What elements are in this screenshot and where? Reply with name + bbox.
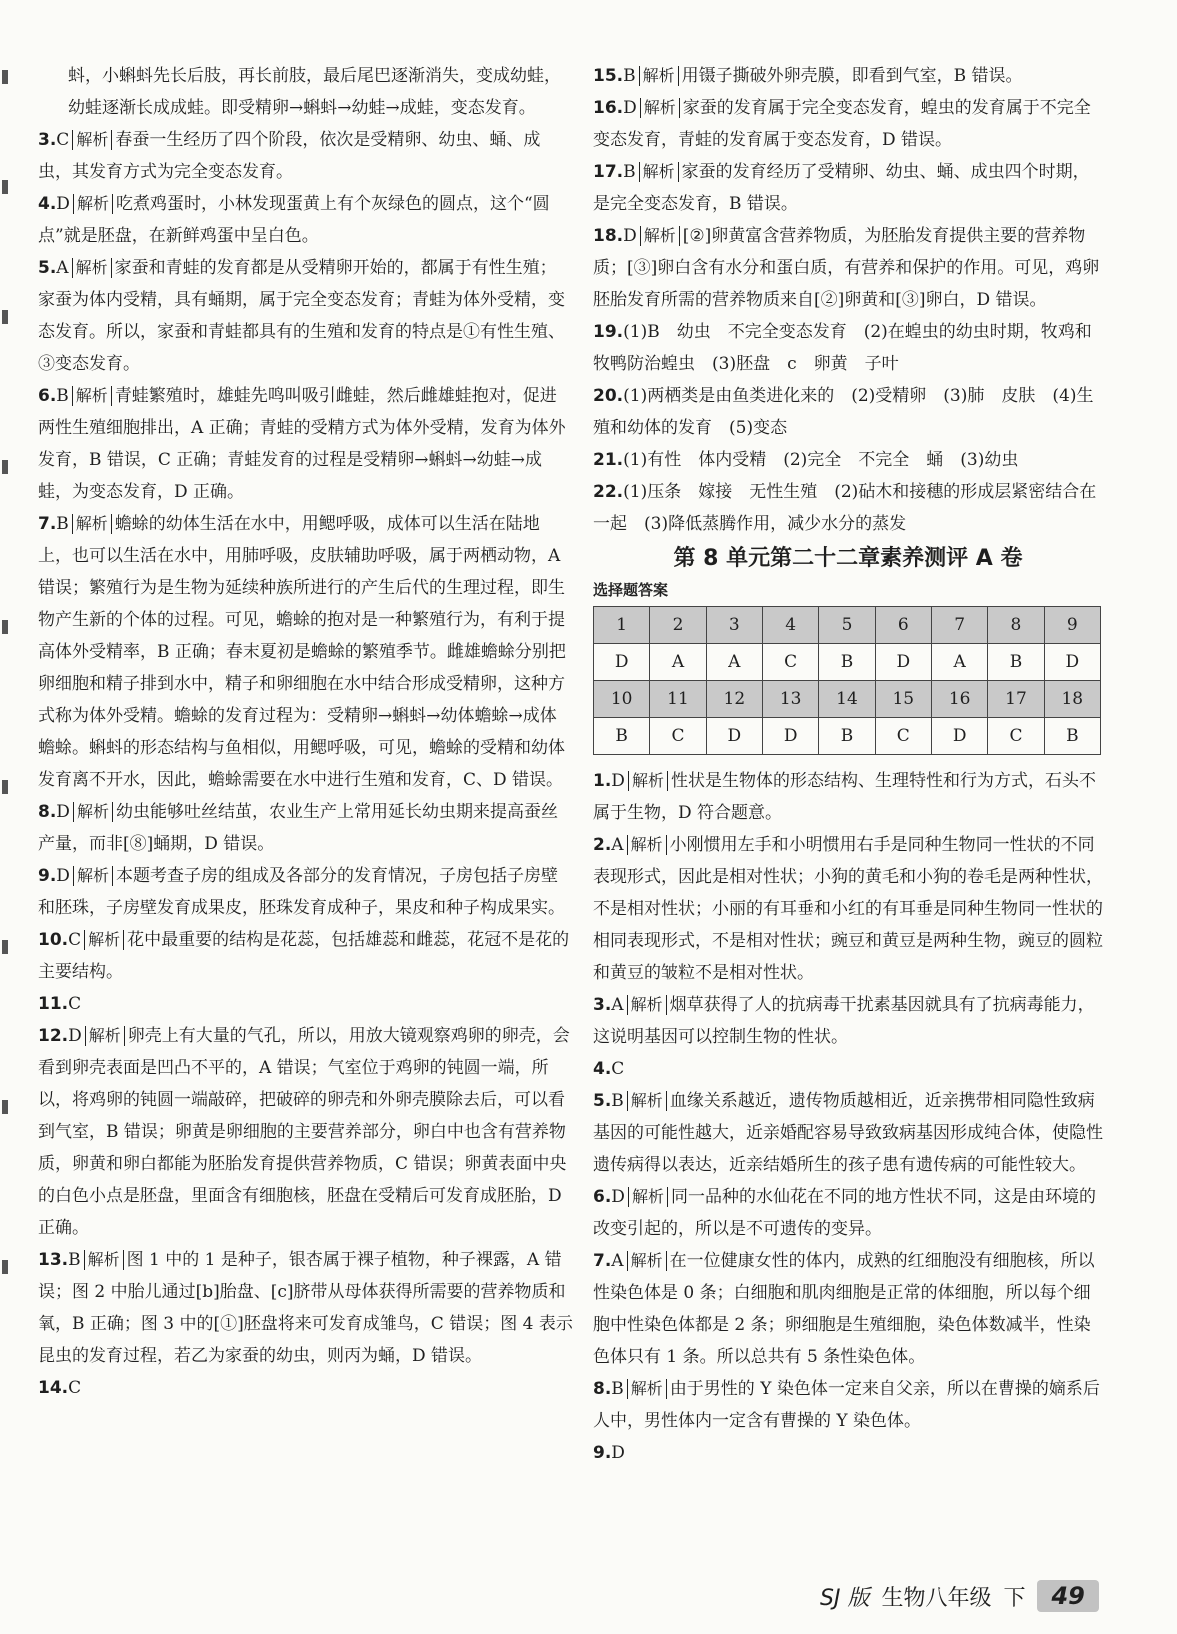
item-text: (1)压条 嫁接 无性生殖 (2)砧木和接穗的形成层紧密结合在一起 (3)降低蒸腾作用，减少水分的蒸发 [593, 482, 1097, 534]
item-text: 血缘关系越近，遗传物质越相近，近亲携带相同隐性致病基因的可能性越大，近亲婚配容易导致致病基因形成纯合体，使隐性遗传病得以表达，近亲结婚所生的孩子患有遗传病的可能性较大。 [593, 1091, 1103, 1175]
item-answer: B [611, 1379, 624, 1399]
answer-item [38, 380, 573, 508]
item-text: 由于男性的 Y 染色体一定来自父亲，所以在曹操的嫡系后人中，男性体内一定含有曹操的 Y 染色体。 [593, 1379, 1100, 1431]
item-number: 11. [38, 994, 69, 1014]
item-text: 本题考查子房的组成及各部分的发育情况，子房包括子房壁和胚珠，子房壁发育成果皮，胚珠发育成种子，果皮和种子构成果实。 [38, 866, 565, 918]
item-number: 8. [38, 802, 57, 822]
answer-item [38, 796, 573, 860]
answer-item [593, 1085, 1103, 1181]
item-number: 3. [38, 130, 57, 150]
answer-cell: 10 [594, 681, 650, 718]
item-text: [②]卵黄富含营养物质，为胚胎发育提供主要的营养物质；[③]卵白含有水分和蛋白质，有营养和保护的作用。可见，鸡卵胚胎发育所需的营养物质来自[②]卵黄和[③]卵白，D 错误。 [593, 226, 1100, 310]
item-text: 幼虫能够吐丝结茧，农业生产上常用延长幼虫期来提高蚕丝产量，而非[⑧]蛹期，D 错误。 [38, 802, 558, 854]
analysis-tag: 解析 [627, 995, 667, 1015]
item-answer: D [56, 194, 70, 214]
answer-item [38, 188, 573, 252]
item-answer: B [68, 1250, 81, 1270]
fill-answer-item [593, 444, 1103, 476]
analysis-tag: 解析 [628, 1187, 668, 1207]
answer-cell: B [819, 718, 875, 755]
item-text: 家蚕的发育属于完全变态发育，蝗虫的发育属于不完全变态发育，青蛙的发育属于变态发育，D 错误。 [593, 98, 1091, 150]
analysis-tag: 解析 [73, 194, 113, 214]
answer-item [38, 508, 573, 796]
answer-item [593, 156, 1103, 220]
item-text: 家蚕的发育经历了受精卵、幼虫、蛹、成虫四个时期，是完全变态发育，B 错误。 [593, 162, 1090, 214]
answer-item [593, 1053, 1103, 1085]
item-number: 2. [593, 835, 612, 855]
answer-table-answers-1 [594, 644, 1101, 681]
answer-cell: D [706, 718, 762, 755]
choice-answer-label: 选择题答案 [593, 581, 669, 599]
answer-item [593, 220, 1103, 316]
answer-item [38, 1372, 573, 1404]
page-footer [820, 1580, 1099, 1612]
answer-cell: C [988, 718, 1044, 755]
answer-cell: 6 [875, 607, 931, 644]
answer-cell: 18 [1044, 681, 1100, 718]
answer-cell: 13 [762, 681, 818, 718]
fill-answer-item [593, 380, 1103, 444]
binding-margin-marks [0, 60, 12, 1540]
item-answer: D [611, 1187, 625, 1207]
answer-cell: 15 [875, 681, 931, 718]
answer-cell: B [819, 644, 875, 681]
answer-cell: C [875, 718, 931, 755]
answer-cell: 14 [819, 681, 875, 718]
item-answer: B [56, 514, 69, 534]
answer-cell: B [988, 644, 1044, 681]
analysis-tag: 解析 [72, 258, 112, 278]
analysis-tag: 解析 [84, 930, 124, 950]
item-number: 7. [593, 1251, 612, 1271]
answer-table-numbers-1 [594, 607, 1101, 644]
analysis-tag: 解析 [85, 1026, 125, 1046]
analysis-tag: 解析 [627, 1091, 667, 1111]
item-number: 10. [38, 930, 69, 950]
answer-item [593, 829, 1103, 989]
answer-table-numbers-2 [594, 681, 1101, 718]
right-column [593, 60, 1103, 1469]
item-text: 蟾蜍的幼体生活在水中，用鳃呼吸，成体可以生活在陆地上，也可以生活在水中，用肺呼吸，皮肤辅助呼吸，属于两栖动物，A 错误；繁殖行为是生物为延续种族所进行的产生后代的生理过程，即生物产生新的个体的过程。可见，蟾蜍的抱对是一种繁殖行为，有利于提高体外受精率，B 正确；春末夏初是蟾蜍的繁殖季节。雌雄蟾蜍分别把卵细胞和精子排到水中，精子和卵细胞在水中结合形成受精卵，这种方式称为体外受精。蟾蜍的发育过程为：受精卵→蝌蚪→幼体蟾蜍→成体蟾蜍。蝌蚪的形态结构与鱼相似，用鳃呼吸，可见，蟾蜍的受精和幼体发育离不开水，因此，蟾蜍需要在水中进行生殖和发育，C、D 错误。 [38, 514, 566, 790]
item-number: 9. [593, 1443, 612, 1463]
answer-cell: D [762, 718, 818, 755]
item-number: 6. [593, 1187, 612, 1207]
item-number: 20. [593, 386, 624, 406]
item-answer: A [56, 258, 69, 278]
analysis-tag: 解析 [84, 1250, 124, 1270]
item-number: 18. [593, 226, 624, 246]
item-text: 烟草获得了人的抗病毒干扰素基因就具有了抗病毒能力，这说明基因可以控制生物的性状。 [593, 995, 1095, 1047]
item-number: 13. [38, 1250, 69, 1270]
item-text: 性状是生物体的形态结构、生理特性和行为方式，石头不属于生物，D 符合题意。 [593, 771, 1096, 823]
item-number: 5. [38, 258, 57, 278]
answer-cell: 8 [988, 607, 1044, 644]
item-number: 4. [38, 194, 57, 214]
fill-answers [593, 316, 1103, 540]
item-number: 12. [38, 1026, 69, 1046]
answer-item [38, 924, 573, 988]
item-answer: D [623, 98, 637, 118]
answer-cell: 2 [650, 607, 706, 644]
item-answer: C [68, 930, 82, 950]
answer-cell: B [1044, 718, 1100, 755]
item-answer: D [611, 1443, 625, 1463]
fill-answer-item [593, 316, 1103, 380]
item-answer: B [623, 66, 636, 86]
item-number: 8. [593, 1379, 612, 1399]
answer-cell: B [594, 718, 650, 755]
right-top-items [593, 60, 1103, 316]
answer-cell: 16 [931, 681, 987, 718]
item-answer: C [56, 130, 70, 150]
item-text: (1)B 幼虫 不完全变态发育 (2)在蝗虫的幼虫时期，牧鸡和牧鸭防治蝗虫 (3)胚盘 c 卵黄 子叶 [593, 322, 1092, 374]
answer-item [593, 1373, 1103, 1437]
item-number: 1. [593, 771, 612, 791]
analysis-tag: 解析 [72, 130, 112, 150]
answer-cell: 12 [706, 681, 762, 718]
answer-cell: 3 [706, 607, 762, 644]
answer-cell: D [594, 644, 650, 681]
answer-item [38, 124, 573, 188]
answer-item [38, 988, 573, 1020]
right-bottom-items [593, 765, 1103, 1469]
analysis-tag: 解析 [627, 835, 667, 855]
edition-label: SJ 版 [820, 1585, 870, 1611]
answer-item [593, 60, 1103, 92]
answer-cell: 5 [819, 607, 875, 644]
item-number: 15. [593, 66, 624, 86]
item-answer: D [611, 771, 625, 791]
item-answer: A [611, 995, 624, 1015]
answer-item [38, 860, 573, 924]
item-number: 4. [593, 1059, 612, 1079]
item-answer: B [623, 162, 636, 182]
answer-cell: C [762, 644, 818, 681]
analysis-tag: 解析 [639, 66, 679, 86]
answer-item [38, 60, 573, 124]
answer-table-answers-2 [594, 718, 1101, 755]
item-text: 卵壳上有大量的气孔，所以，用放大镜观察鸡卵的卵壳，会看到卵壳表面是凹凸不平的，A 错误；气室位于鸡卵的钝圆一端，所以，将鸡卵的钝圆一端敲碎，把破碎的卵壳和外卵壳膜除去后，可以看到气室，B 错误；卵黄是卵细胞的主要营养部分，卵白中也含有营养物质，卵黄和卵白都能为胚胎发育提供营养物质，C 错误；卵黄表面中央的白色小点是胚盘，里面含有细胞核，胚盘在受精后可发育成胚胎，D 正确。 [38, 1026, 570, 1238]
analysis-tag: 解析 [72, 514, 112, 534]
answer-item [593, 765, 1103, 829]
item-text: 蚪，小蝌蚪先长后肢，再长前肢，最后尾巴逐渐消失，变成幼蛙，幼蛙逐渐长成成蛙。即受精卵→蝌蚪→幼蛙→成蛙，变态发育。 [68, 66, 561, 118]
answer-cell: A [931, 644, 987, 681]
item-number: 9. [38, 866, 57, 886]
item-number: 7. [38, 514, 57, 534]
page-number: 49 [1037, 1580, 1098, 1612]
item-number: 6. [38, 386, 57, 406]
answer-table [593, 606, 1101, 755]
subject-label: 生物八年级 [881, 1585, 992, 1611]
item-text: 吃煮鸡蛋时，小林发现蛋黄上有个灰绿色的圆点，这个“圆点”就是胚盘，在新鲜鸡蛋中呈白色。 [38, 194, 550, 246]
item-number: 3. [593, 995, 612, 1015]
answer-cell: D [931, 718, 987, 755]
analysis-tag: 解析 [640, 98, 680, 118]
item-text: 图 1 中的 1 是种子，银杏属于裸子植物，种子裸露，A 错误；图 2 中胎儿通过[b]胎盘、[c]脐带从母体获得所需要的营养物质和氧，B 正确；图 3 中的[①]胚盘将来可发育成雏鸟，C 错误；图 4 表示昆虫的发育过程，若乙为家蚕的幼虫，则丙为蛹，D 错误。 [38, 1250, 573, 1366]
item-text: 春蚕一生经历了四个阶段，依次是受精卵、幼虫、蛹、成虫，其发育方式为完全变态发育。 [38, 130, 541, 182]
left-column [38, 60, 573, 1404]
answer-item [593, 92, 1103, 156]
answer-cell: A [650, 644, 706, 681]
answer-cell: D [875, 644, 931, 681]
item-answer: D [623, 226, 637, 246]
item-number: 14. [38, 1378, 69, 1398]
analysis-tag: 解析 [627, 1251, 667, 1271]
answer-item [593, 1245, 1103, 1373]
item-answer: D [68, 1026, 82, 1046]
answer-cell: 1 [594, 607, 650, 644]
item-text: 用镊子撕破外卵壳膜，即看到气室，B 错误。 [681, 66, 1023, 86]
item-answer: A [611, 1251, 624, 1271]
item-number: 17. [593, 162, 624, 182]
item-text: 花中最重要的结构是花蕊，包括雄蕊和雌蕊，花冠不是花的主要结构。 [38, 930, 570, 982]
item-number: 19. [593, 322, 624, 342]
analysis-tag: 解析 [73, 866, 113, 886]
analysis-tag: 解析 [627, 1379, 667, 1399]
answer-cell: 9 [1044, 607, 1100, 644]
answer-cell: 7 [931, 607, 987, 644]
item-answer: C [68, 994, 82, 1014]
answer-cell: 11 [650, 681, 706, 718]
analysis-tag: 解析 [628, 771, 668, 791]
answer-item [593, 1437, 1103, 1469]
answer-cell: C [650, 718, 706, 755]
term-label: 下 [1003, 1585, 1026, 1611]
item-number: 16. [593, 98, 624, 118]
answer-item [593, 1181, 1103, 1245]
item-number: 5. [593, 1091, 612, 1111]
item-text: (1)有性 体内受精 (2)完全 不完全 蛹 (3)幼虫 [623, 450, 1019, 470]
answer-item [38, 1244, 573, 1372]
answer-cell: D [1044, 644, 1100, 681]
item-answer: D [56, 802, 70, 822]
item-answer: D [56, 866, 70, 886]
answer-item [38, 252, 573, 380]
answer-cell: 4 [762, 607, 818, 644]
item-answer: B [611, 1091, 624, 1111]
item-answer: C [68, 1378, 82, 1398]
answer-item [593, 989, 1103, 1053]
analysis-tag: 解析 [72, 386, 112, 406]
item-text: 家蚕和青蛙的发育都是从受精卵开始的，都属于有性生殖；家蚕为体内受精，具有蛹期，属于完全变态发育；青蛙为体外受精，变态发育。所以，家蚕和青蛙都具有的生殖和发育的特点是①有性生殖、③变态发育。 [38, 258, 565, 374]
item-answer: A [611, 835, 624, 855]
item-number: 21. [593, 450, 624, 470]
section-title: 第 8 单元第二十二章素养测评 A 卷 [673, 546, 1023, 571]
item-text: 青蛙繁殖时，雄蛙先鸣叫吸引雌蛙，然后雌雄蛙抱对，促进两性生殖细胞排出，A 正确；青蛙的受精方式为体外受精，发育为体外发育，B 错误，C 正确；青蛙发育的过程是受精卵→蝌蚪→幼蛙→成蛙，为变态发育，D 正确。 [38, 386, 566, 502]
analysis-tag: 解析 [73, 802, 113, 822]
item-answer: B [56, 386, 69, 406]
item-number: 22. [593, 482, 624, 502]
answer-item [38, 1020, 573, 1244]
item-answer: C [611, 1059, 625, 1079]
analysis-tag: 解析 [640, 226, 680, 246]
answer-cell: 17 [988, 681, 1044, 718]
fill-answer-item [593, 476, 1103, 540]
item-text: 在一位健康女性的体内，成熟的红细胞没有细胞核，所以性染色体是 0 条；白细胞和肌肉细胞是正常的体细胞，所以每个细胞中性染色体都是 2 条；卵细胞是生殖细胞，染色体数减半，性染色体只有 1 条。所以总共有 5 条性染色体。 [593, 1251, 1095, 1367]
answer-cell: A [706, 644, 762, 681]
item-text: 小刚惯用左手和小明惯用右手是同种生物同一性状的不同表现形式，因此是相对性状；小狗的黄毛和小狗的卷毛是两种性状，不是相对性状；小丽的有耳垂和小红的有耳垂是同种生物同一性状的相同表现形式，不是相对性状；豌豆和黄豆是两种生物，豌豆的圆粒和黄豆的皱粒不是相对性状。 [593, 835, 1103, 983]
analysis-tag: 解析 [639, 162, 679, 182]
item-text: (1)两栖类是由鱼类进化来的 (2)受精卵 (3)肺 皮肤 (4)生殖和幼体的发育 (5)变态 [593, 386, 1094, 438]
item-text: 同一品种的水仙花在不同的地方性状不同，这是由环境的改变引起的，所以是不可遗传的变异。 [593, 1187, 1096, 1239]
